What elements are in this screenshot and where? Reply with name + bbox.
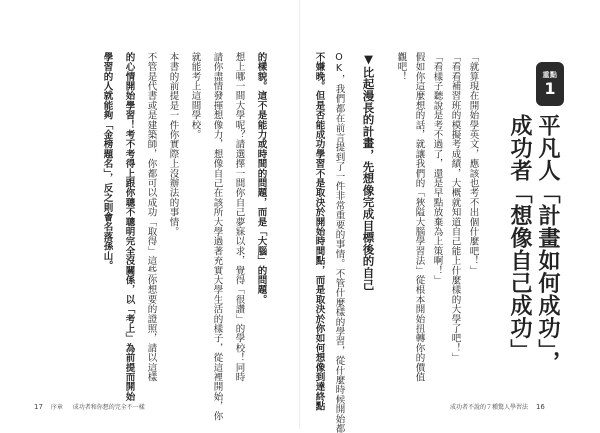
left-column-8: 學習的人就能夠「金榜題名」，反之則會名落孫山。 (101, 52, 113, 271)
left-column-4: 就能考上這間學校。 (189, 52, 201, 140)
paragraph-2: 「看看補習班的模擬考成績，大概就知道自己能上什麼樣的大學了吧！」 (449, 52, 461, 363)
paragraph-4-end: 觀吧！ (395, 52, 407, 82)
title-line-1: 平凡人「計畫如何成功」， (535, 114, 560, 373)
left-footer (28, 402, 145, 411)
left-column-5: 本書的前提是一件你實際上沒辦法的事情。 (167, 52, 179, 237)
right-page-number: 16 (535, 403, 545, 411)
left-column-1: 的樣貌。這不是能力或時間的問題，而是「大腦」的問題。 (255, 52, 267, 305)
point-badge (536, 62, 564, 106)
paragraph-3: 「看樣子聽說是考不過了，還是早點放棄為上策啊！」 (431, 52, 443, 285)
left-page-number: 17 (34, 403, 43, 411)
paragraph-6: 不嫌晚。但是否能成功學習不是取決於開始時間點，而是取決於你如何想像到達終點 (313, 52, 325, 411)
paragraph-1: 「就算現在開始學英文，應該也考不出個什麼吧！」 (467, 52, 479, 276)
right-footer (450, 402, 551, 411)
left-column-7: 的心情開始學習！考不考得上跟你聰不聰明完全沒關係，以「考上」為前提而開始 (123, 52, 135, 402)
left-column-2: 想上哪一間大學呢？請選擇一間你自己夢寐以求，覺得「很讚」的學校！同時 (233, 52, 245, 382)
right-footer-title: 成功者不說的７種驚人學習法 (450, 404, 529, 411)
left-footer-section: 序章 (50, 404, 63, 411)
left-footer-title: 成功者和你想的完全不一樣 (72, 404, 145, 411)
paragraph-4: 假如你這麼想的話，就讓我們的「狹隘大腦學習法」從根本開始扭轉你的價值 (413, 52, 425, 382)
badge-number: 1 (544, 79, 556, 99)
left-column-6: 不管是代書或是建築師，你都可以成功「取得」這些你想要的證照，請以這樣 (145, 52, 157, 382)
page-gutter (299, 0, 300, 429)
section-subheading: ▼比起漫長的計畫，先想像完成目標後的自己 (361, 52, 376, 291)
paragraph-5: OK，我們都在前言提到了一件非常重要的事情。不管什麼樣的學習，從什麼時候開始都 (333, 52, 345, 433)
left-column-3: 請你盡情發揮想像力，想像自己在該所大學過著充實大學生活的樣子，從這裡開始，你 (211, 52, 223, 421)
title-line-2: 成功者「想像自己成功」 (507, 114, 532, 362)
badge-label: 重點 (542, 71, 558, 80)
left-page (0, 0, 300, 429)
